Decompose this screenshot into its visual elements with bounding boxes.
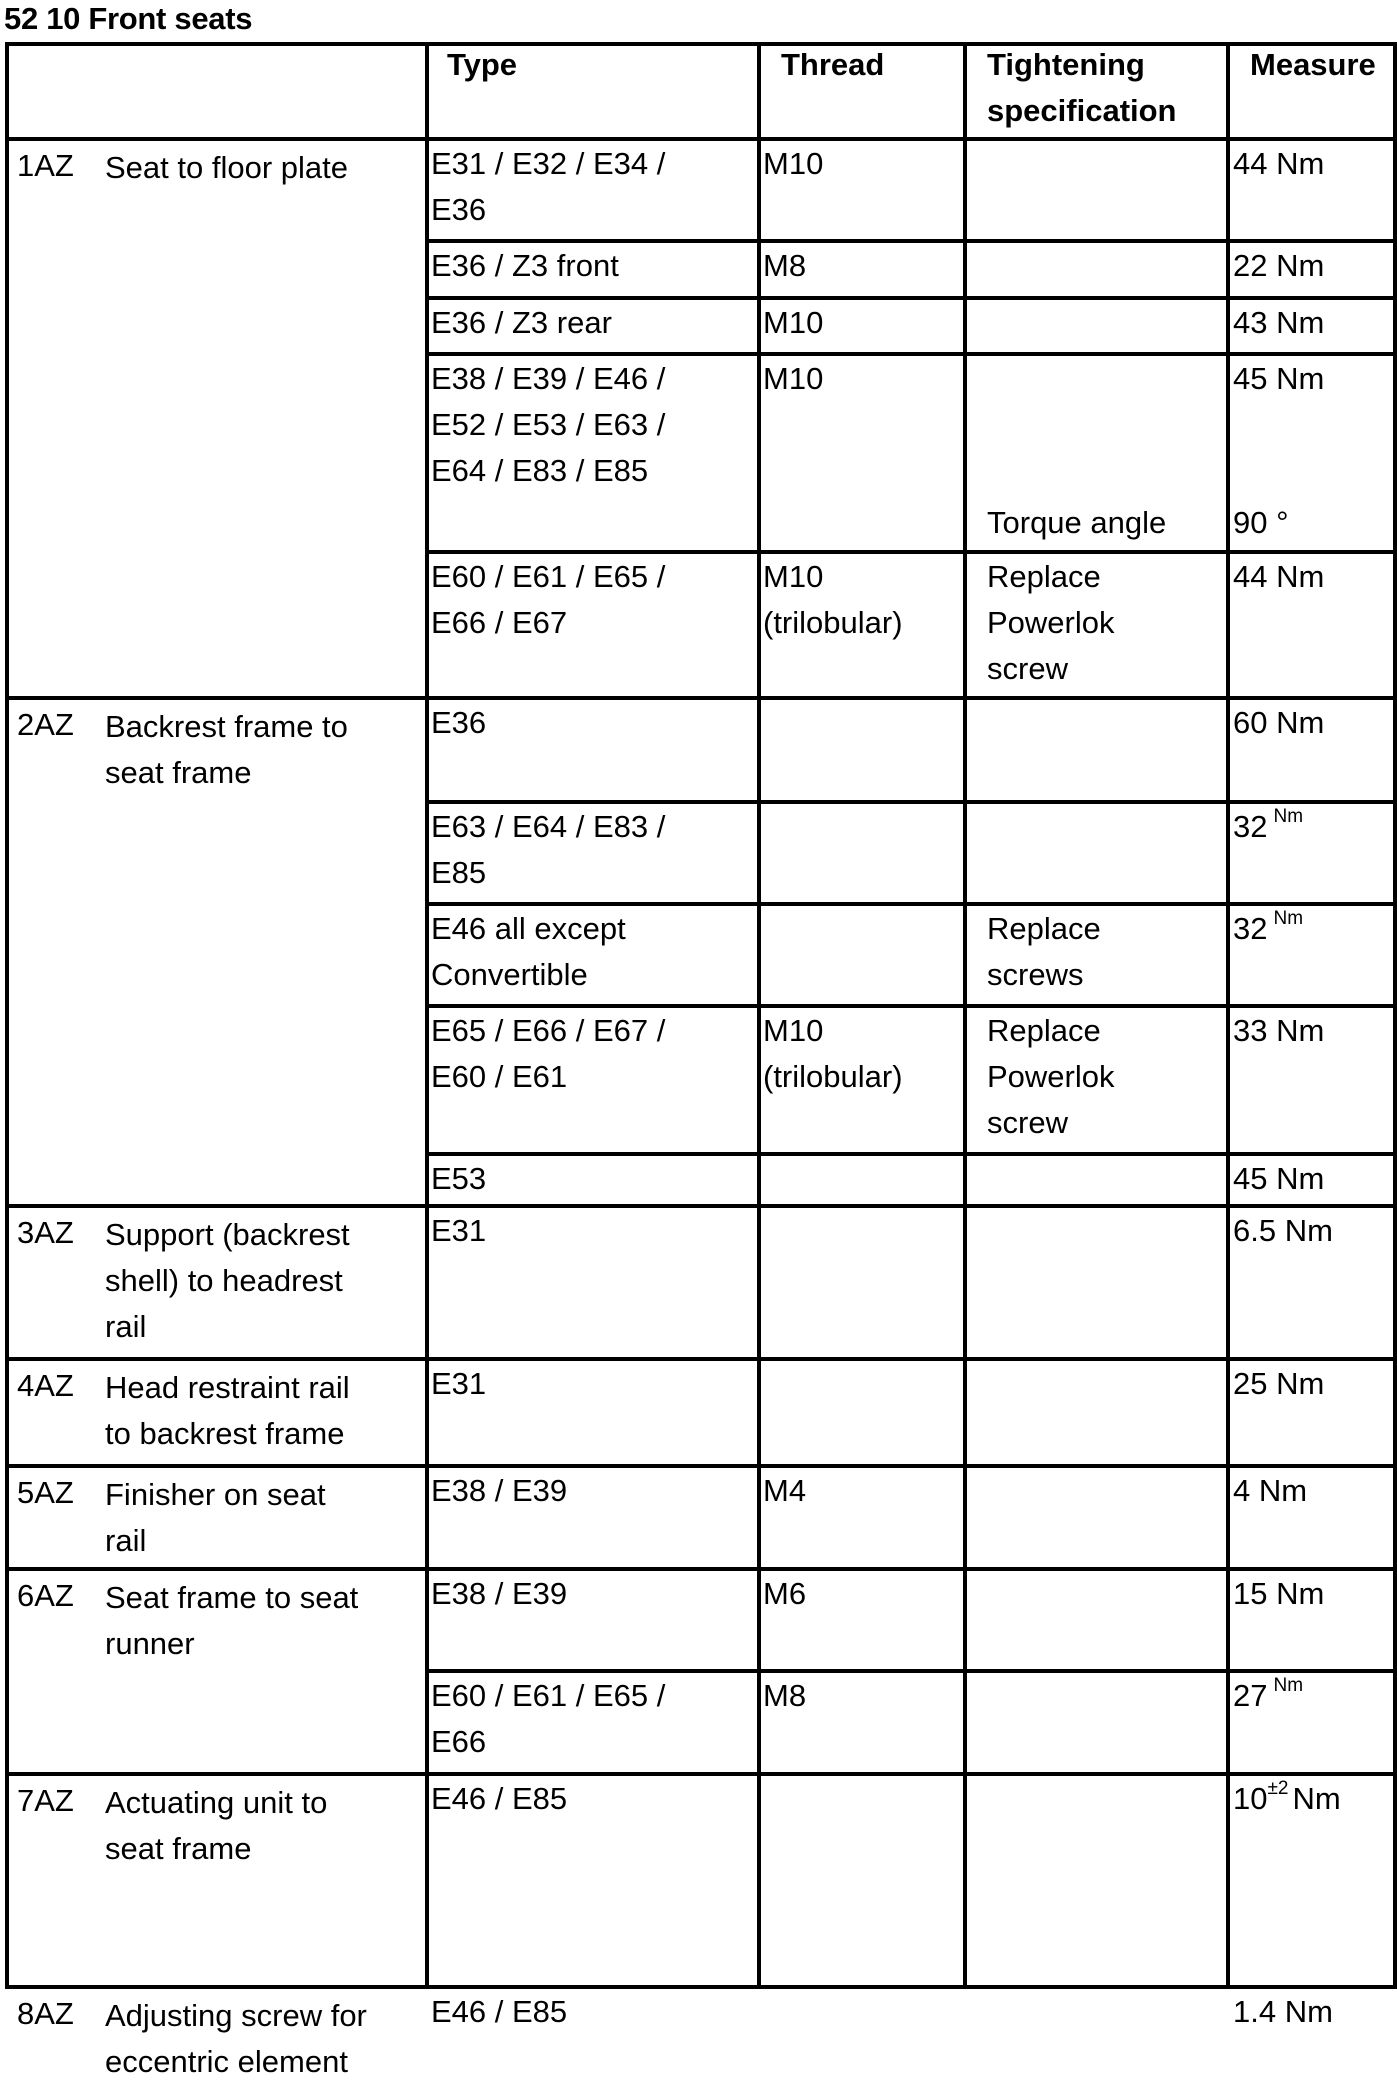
group-description-line: Head restraint rail [105,1370,350,1405]
group-description [105,704,348,796]
group-description-line: seat frame [105,755,252,790]
group-description [105,1212,350,1350]
thread-cell-line: M10 [763,146,824,181]
measure-cell [1233,1208,1333,1254]
group-code: 7AZ [17,1783,74,1818]
type-cell-line: E36 [431,705,487,740]
type-cell [431,1361,486,1407]
type-cell [431,906,626,998]
type-cell-line: E36 / Z3 rear [431,305,612,340]
measure-cell [1233,1776,1341,1822]
measure-cell [1233,1008,1324,1054]
measure-value: 15 Nm [1233,1576,1325,1611]
measure-value: 4 Nm [1233,1473,1308,1508]
type-cell-line: E64 / E83 / E85 [431,453,649,488]
type-cell-line: E46 all except [431,911,626,946]
group-description-line: Adjusting screw for [105,1998,367,2033]
measure-cell [1233,141,1324,187]
group-description-line: Seat to floor plate [105,150,348,185]
measure-cell [1233,1468,1307,1514]
type-cell [431,243,619,289]
specification-cell-line: screws [987,957,1084,992]
page-title: 52 10 Front seats [4,1,253,36]
measure-cell [1233,300,1324,346]
measure-cell [1233,906,1303,952]
measure-cell [1233,1361,1324,1407]
header-measure-line: Measure [1250,47,1376,82]
group-description-line: rail [105,1523,147,1558]
type-cell [431,1156,486,1202]
type-cell-line: E52 / E53 / E63 / [431,407,666,442]
specification-cell-line: Torque angle [987,505,1167,540]
header-measure [1250,42,1376,88]
type-cell [431,554,665,646]
thread-cell-line: M6 [763,1576,807,1611]
column-divider [425,42,429,1989]
measure-cell [1233,700,1324,746]
thread-cell [763,300,823,346]
measure-cell [1233,804,1303,850]
measure-value: 43 Nm [1233,305,1325,340]
measure-cell [1233,1989,1333,2035]
row-divider [5,137,1397,141]
group-description [105,1780,327,1872]
specification-cell [987,500,1166,546]
thread-cell [763,1571,806,1617]
specification-cell-line: screw [987,651,1068,686]
measure-cell [1233,1673,1303,1719]
type-cell [431,356,665,494]
type-cell-line: E46 / E85 [431,1994,568,2029]
type-cell-line: E36 [431,192,487,227]
group-description-line: Support (backrest [105,1217,350,1252]
group-description-line: runner [105,1626,195,1661]
type-cell-line: E65 / E66 / E67 / [431,1013,666,1048]
group-description-line: to backrest frame [105,1416,345,1451]
thread-cell-line: M10 [763,559,824,594]
type-cell-line: E63 / E64 / E83 / [431,809,666,844]
group-code: 3AZ [17,1215,74,1250]
measure-value: 44 Nm [1233,559,1325,594]
column-divider [5,42,9,1989]
group-description [105,1472,326,1564]
thread-cell [763,1673,806,1719]
type-cell-line: E66 / E67 [431,605,568,640]
group-code: 8AZ [17,1996,74,2031]
measure-value: 44 Nm [1233,146,1325,181]
type-cell-line: E60 / E61 / E65 / [431,1678,666,1713]
type-cell-line: E38 / E39 [431,1473,568,1508]
measure-value: 45 Nm [1233,1161,1325,1196]
measure-value: 22 Nm [1233,248,1325,283]
type-cell [431,804,665,896]
measure-value: 6.5 Nm [1233,1213,1333,1248]
measure-superscript: ±2 [1267,1777,1289,1799]
type-cell-line: E36 / Z3 front [431,248,619,283]
group-description [105,1575,358,1667]
type-cell-line: E60 / E61 [431,1059,568,1094]
group-description-line: rail [105,1309,147,1344]
group-description [105,1365,350,1457]
group-code: 6AZ [17,1578,74,1613]
measure-value: 60 Nm [1233,705,1325,740]
type-cell-line: E60 / E61 / E65 / [431,559,666,594]
type-cell [431,1571,567,1617]
thread-cell-line: M10 [763,1013,824,1048]
measure-value: 32 [1233,809,1268,844]
specification-cell-line: Powerlok [987,1059,1115,1094]
specification-cell-line: Replace [987,1013,1101,1048]
specification-cell [987,906,1101,998]
measure-cell [1233,243,1324,289]
measure-cell [1233,1156,1324,1202]
type-cell [431,1468,567,1514]
thread-cell-line: M10 [763,361,824,396]
row-divider [5,696,1397,700]
measure-superscript: Nm [1273,1674,1304,1696]
specification-cell-line: Replace [987,911,1101,946]
type-cell-line: E53 [431,1161,487,1196]
measure-value: 1.4 Nm [1233,1994,1333,2029]
thread-cell-line: M10 [763,305,824,340]
group-description [105,1993,367,2085]
type-cell-line: E85 [431,855,487,890]
specification-cell-line: Replace [987,559,1101,594]
measure-value: 10 [1233,1781,1268,1816]
type-cell [431,700,486,746]
thread-cell [763,1468,806,1514]
measure-superscript: Nm [1273,907,1304,929]
row-divider [5,1357,1397,1361]
type-cell [431,141,665,233]
type-cell-line: E38 / E39 / E46 / [431,361,666,396]
row-divider [5,1772,1397,1776]
row-divider [5,1464,1397,1468]
measure-value: 27 [1233,1678,1268,1713]
type-cell [431,1989,567,2035]
column-divider [963,42,967,1989]
group-description [105,145,348,191]
row-divider [5,1567,1397,1571]
thread-cell-line: M8 [763,248,807,283]
group-description-line: eccentric element [105,2044,348,2079]
header-thread-line: Thread [781,47,885,82]
table-border [5,42,1397,46]
type-cell-line: E66 [431,1724,487,1759]
type-cell-line: E31 [431,1213,487,1248]
type-cell [431,1673,665,1765]
column-divider [1226,42,1230,1989]
column-divider [757,42,761,1989]
type-cell-line: E46 / E85 [431,1781,568,1816]
row-divider [5,1204,1397,1208]
group-description-line: Finisher on seat [105,1477,326,1512]
type-cell [431,1208,486,1254]
column-divider [1393,42,1397,1989]
row-divider [5,1985,1397,1989]
measure-cell [1233,356,1324,402]
thread-cell [763,554,903,646]
thread-cell [763,1008,903,1100]
specification-cell-line: Powerlok [987,605,1115,640]
thread-cell-line: M4 [763,1473,807,1508]
group-description-line: Actuating unit to [105,1785,328,1820]
measure-value: 32 [1233,911,1268,946]
group-description-line: seat frame [105,1831,252,1866]
group-code: 1AZ [17,148,74,183]
thread-cell [763,243,806,289]
type-cell-line: E31 [431,1366,487,1401]
specification-cell [987,554,1115,692]
type-cell-line: E38 / E39 [431,1576,568,1611]
measure-value: 33 Nm [1233,1013,1325,1048]
header-tightening-specification-line: specification [987,93,1177,128]
header-type-line: Type [447,47,518,82]
specification-cell-line: screw [987,1105,1068,1140]
header-tightening-specification [987,42,1177,134]
measure-value: 45 Nm [1233,361,1325,396]
measure-cell [1233,554,1324,600]
measure-unit: Nm [1292,1781,1341,1816]
type-cell [431,1776,567,1822]
thread-cell-line: (trilobular) [763,605,903,640]
type-cell-line: Convertible [431,957,588,992]
group-description-line: Seat frame to seat [105,1580,359,1615]
thread-cell [763,356,823,402]
measure-value: 25 Nm [1233,1366,1325,1401]
measure-angle: 90 ° [1233,505,1289,540]
thread-cell-line: M8 [763,1678,807,1713]
type-cell [431,1008,665,1100]
thread-cell [763,141,823,187]
header-type [447,42,517,88]
thread-cell-line: (trilobular) [763,1059,903,1094]
group-code: 5AZ [17,1475,74,1510]
type-cell-line: E31 / E32 / E34 / [431,146,666,181]
measure-superscript: Nm [1273,805,1304,827]
type-cell [431,300,612,346]
header-tightening-specification-line: Tightening [987,47,1145,82]
specification-cell [987,1008,1115,1146]
measure-cell [1233,1571,1324,1617]
group-description-line: Backrest frame to [105,709,348,744]
group-description-line: shell) to headrest [105,1263,343,1298]
header-thread [781,42,884,88]
group-code: 2AZ [17,707,74,742]
group-code: 4AZ [17,1368,74,1403]
